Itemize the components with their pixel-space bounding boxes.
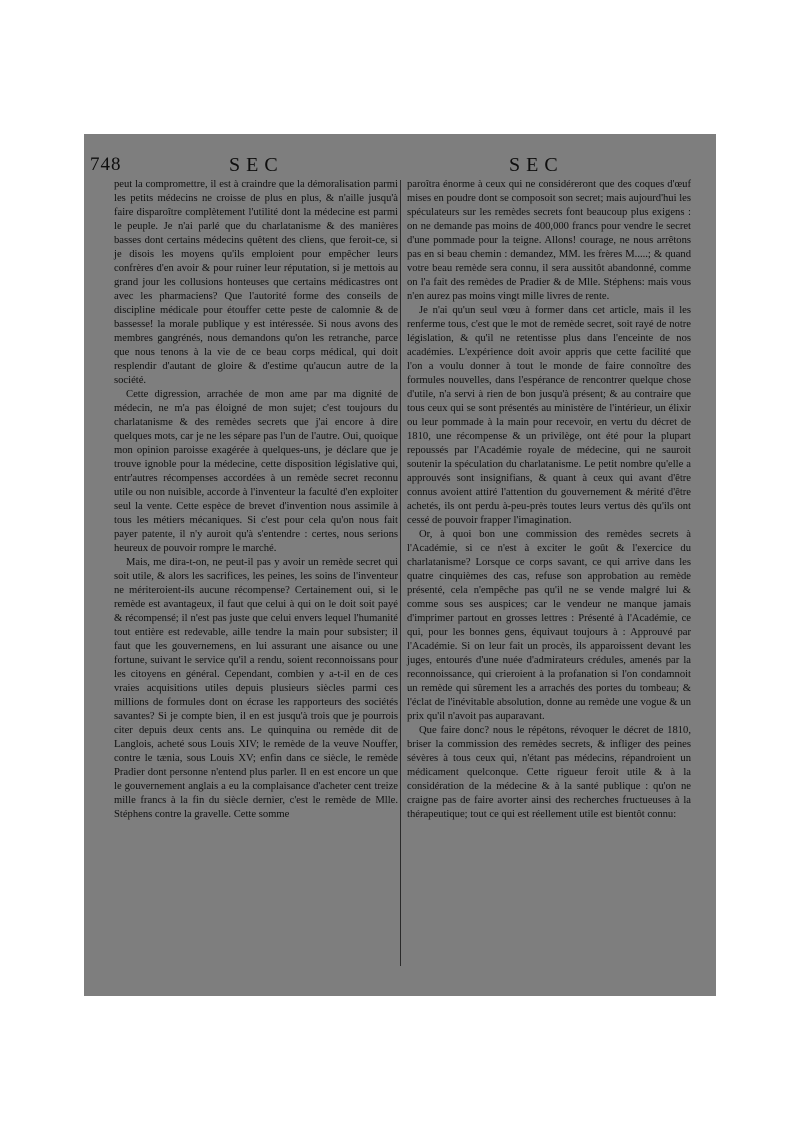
paragraph: Cette digression, arrachée de mon ame par ma dignité de médecin, ne m'a pas éloigné de mon sujet; c'est toujours du charlatanisme & des remèdes secrets que j'ai encore à dire quelques mots, car je ne les sépare pas l'un de l'autre. Oui, quoique mon opinion paroisse exagérée à quelques-uns, je déclare que je trouve ignoble pour la médecine, cette disposition législative qui, entr'autres récompenses accordées à un remède secret reconnu utile ou non nuisible, accorde à l'inventeur la faculté d'en exploiter seul la vente. Cette espèce de brevet d'invention nous assimile à tous les métiers mécaniques. Si c'est pour cela qu'on nous fait payer patente, il n'y auroit qu'à s'entendre : certes, nous serions heureux de pouvoir rompre le marché. <box>114 389 398 554</box>
paragraph: Mais, me dira-t-on, ne peut-il pas y avoir un remède secret qui soit utile, & alors les sacrifices, les peines, les soins de l'inventeur ne mériteroient-ils aucune récompense? Certainement oui, si le remède est avantageux, il faut que celui à qui on le doit soit payé & récompensé; il n'est pas juste que celui envers lequel l'humanité tout entière est redevable, aille tendre la main pour subsister; il faut que les gouvernemens, en lui assurant une aisance ou une fortune, suivant le service qu'il a rendu, soient reconnoissans pour les citoyens en général. Cependant, combien y a-t-il en de ces vraies acquisitions utiles depuis plusieurs siècles parmi ces millions de formules dont on écrase les rapporteurs des sociétés savantes? Si je compte bien, il en est jusqu'à trois que je pourrois citer depuis deux cents ans. Le quinquina ou remède dit de Langlois, acheté sous Louis XIV; le remède de la veuve Nouffer, contre le tænia, sous Louis XV; enfin dans ce siècle, le remède Pradier dont personne n'entend plus parler. Il en est encore un que le gouvernement anglais a eu la complaisance d'acheter cent treize mille francs à la fin du siècle dernier, c'est le remède de Mlle. Stéphens contre la gravelle. Cette somme <box>114 557 398 820</box>
left-column <box>114 178 398 822</box>
paragraph: Or, à quoi bon une commission des remèdes secrets à l'Académie, si ce n'est à exciter le goût & l'exercice du charlatanisme? Lorsque ce corps savant, ce qui arrive dans les quatre cinquièmes des cas, refuse son approbation au remède présenté, cela n'empêche pas qu'il ne se vende malgré lui & comme sous ses auspices; car le vendeur ne manque jamais d'imprimer partout en grosses lettres : Présenté à l'Académie, ce qui, pour les bonnes gens, équivaut toujours à : Approuvé par l'Académie. Si on leur fait un procès, ils apparoissent devant les juges, entourés d'une nuée d'admirateurs crédules, amenés par la reconnoissance, qui crieroient à la profanation si l'on condamnoit un remède qui sûrement les a arrachés des portes du tombeau; & l'éclat de l'inévitable absolution, donne au remède une vogue & un prix qu'il n'avoit pas auparavant. <box>407 529 691 722</box>
paragraph: peut la compromettre, il est à craindre que la démoralisation parmi les petits médecins ne croisse de plus en plus, & n'aille jusqu'à faire disparoître complètement l'utilité dont la médecine est parmi le peuple. Je n'ai parlé que du charlatanisme & des manières basses dont certains médecins quêtent des cliens, que feroit-ce, si je disois les moyens qu'ils emploient pour empêcher leurs confrères d'en avoir & pour ruiner leur réputation, si je mettois au grand jour les collusions honteuses que certains médicastres ont avec les pharmaciens? Que l'autorité forme des conseils de discipline médicale pour étouffer cette peste de calomnie & de bassesse! la morale publique y est intéressée. Si nous avons des membres gangrénés, nous demandons qu'on les retranche, parce que nous tenons à la vie de ce beau corps médical, qui doit resplendir d'autant de gloire & d'estime qu'aucun autre de la société. <box>114 179 398 386</box>
scanned-page <box>84 134 716 996</box>
paragraph: paroîtra énorme à ceux qui ne considéreront que des coques d'œuf mises en poudre dont se composoit son secret; mais aujourd'hui les spéculateurs sur les remèdes secrets font beaucoup plus exigens : on ne demande pas moins de 400,000 francs pour vendre le secret d'une pommade pour la teigne. Allons! courage, ne nous arrêtons pas en si beau chemin : demandez, MM. les frères M.....; & quand votre beau remède sera connu, il sera aussitôt abandonné, comme on l'a fait des remèdes de Pradier & de Mlle. Stéphens: mais vous n'en aurez pas moins vingt mille livres de rente. <box>407 179 691 302</box>
page-number: 748 <box>90 154 122 175</box>
paragraph: Je n'ai qu'un seul vœu à former dans cet article, mais il les renferme tous, c'est que le mot de remède secret, soit rayé de notre législation, & qu'il ne retentisse plus dans l'enceinte de nos académies. L'expérience doit avoir appris que cette facilité que l'on a voulu donner à tout le monde de faire connoître des formules nouvelles, dans l'espérance de rencontrer quelque chose d'utile, n'a servi à rien de bon jusqu'à présent; & au contraire que tous ceux qui se sont présentés au ministère de l'intérieur, un élixir ou leur pommade à la main pour recevoir, en vertu du décret de 1810, une récompense & un privilège, ont été pour la plupart repoussés par l'Académie royale de médecine, qui ne sauroit soutenir la spéculation du charlatanisme. Le petit nombre qu'elle a approuvés sont insignifians, & quant à ceux qui avant d'être connus avoient attiré l'attention du gouvernement & mérité d'être achetés, ils ont perdu à-peu-près toutes leurs vertus dès qu'ils ont cessé de pouvoir frapper l'imagination. <box>407 305 691 526</box>
paragraph: Que faire donc? nous le répétons, révoquer le décret de 1810, briser la commission des remèdes secrets, & infliger des peines sévères à tous ceux qui, n'étant pas médecins, répandroient un médicament quelconque. Cette rigueur feroit utile & à la considération de la médecine & à la santé publique : qu'on ne craigne pas de faire avorter ainsi des recherches fructueuses à la thérapeutique; tout ce qui est réellement utile est bientôt connu: <box>407 725 691 820</box>
right-column <box>407 178 691 822</box>
running-title-right: SEC <box>509 154 564 176</box>
running-title-left: SEC <box>229 154 284 176</box>
column-divider <box>400 180 401 966</box>
